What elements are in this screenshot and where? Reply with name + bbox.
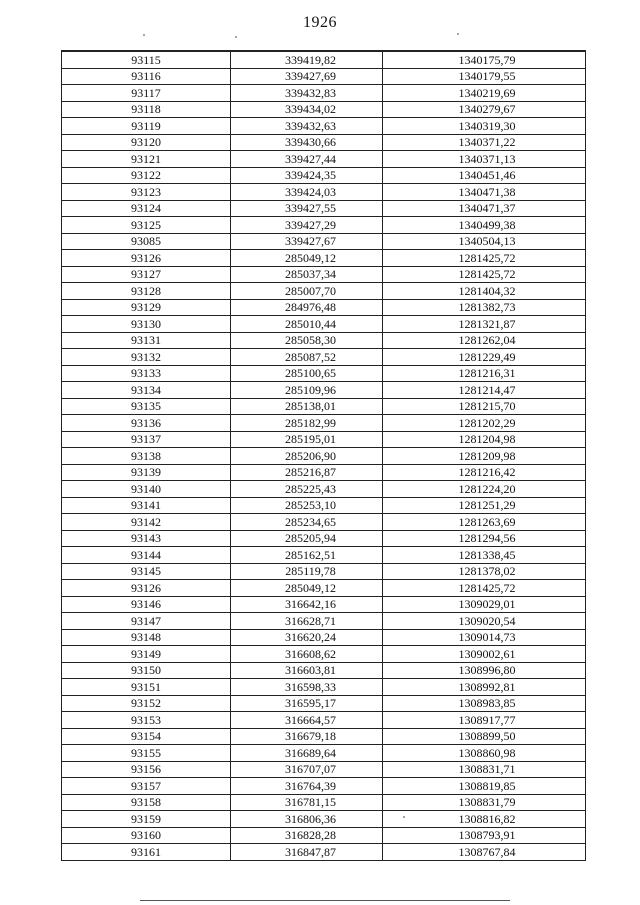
point-id-cell: 93126 xyxy=(62,580,231,597)
x-coordinate-cell: 285225,43 xyxy=(231,481,383,498)
x-coordinate-cell: 316595,17 xyxy=(231,695,383,712)
table-row xyxy=(62,250,586,267)
point-id-cell: 93131 xyxy=(62,332,231,349)
y-coordinate-cell: 1281204,98 xyxy=(383,431,586,448)
x-coordinate-cell: 316806,36 xyxy=(231,811,383,828)
table-row xyxy=(62,563,586,580)
x-coordinate-cell: 339424,03 xyxy=(231,184,383,201)
point-id-cell: 93085 xyxy=(62,233,231,250)
y-coordinate-cell: 1308793,91 xyxy=(383,827,586,844)
point-id-cell: 93133 xyxy=(62,365,231,382)
y-coordinate-cell: 1308819,85 xyxy=(383,778,586,795)
table-row xyxy=(62,728,586,745)
x-coordinate-cell: 339434,02 xyxy=(231,101,383,118)
x-coordinate-cell: 339427,55 xyxy=(231,200,383,217)
table-row xyxy=(62,695,586,712)
y-coordinate-cell: 1340319,30 xyxy=(383,118,586,135)
x-coordinate-cell: 316689,64 xyxy=(231,745,383,762)
y-coordinate-cell: 1340219,69 xyxy=(383,85,586,102)
table-row xyxy=(62,167,586,184)
point-id-cell: 93145 xyxy=(62,563,231,580)
x-coordinate-cell: 316628,71 xyxy=(231,613,383,630)
point-id-cell: 93137 xyxy=(62,431,231,448)
y-coordinate-cell: 1281425,72 xyxy=(383,250,586,267)
table-row xyxy=(62,68,586,85)
table-row xyxy=(62,233,586,250)
point-id-cell: 93149 xyxy=(62,646,231,663)
y-coordinate-cell: 1281382,73 xyxy=(383,299,586,316)
x-coordinate-cell: 316598,33 xyxy=(231,679,383,696)
x-coordinate-cell: 339424,35 xyxy=(231,167,383,184)
point-id-cell: 93148 xyxy=(62,629,231,646)
table-row xyxy=(62,266,586,283)
coordinates-table-body xyxy=(62,51,586,860)
table-row xyxy=(62,283,586,300)
point-id-cell: 93157 xyxy=(62,778,231,795)
y-coordinate-cell: 1281224,20 xyxy=(383,481,586,498)
x-coordinate-cell: 285007,70 xyxy=(231,283,383,300)
scan-speck xyxy=(235,36,237,38)
y-coordinate-cell: 1308831,79 xyxy=(383,794,586,811)
scan-speck xyxy=(457,33,459,35)
y-coordinate-cell: 1340471,37 xyxy=(383,200,586,217)
table-row xyxy=(62,844,586,861)
y-coordinate-cell: 1281404,32 xyxy=(383,283,586,300)
table-row xyxy=(62,101,586,118)
table-row xyxy=(62,629,586,646)
y-coordinate-cell: 1309029,01 xyxy=(383,596,586,613)
table-row xyxy=(62,530,586,547)
x-coordinate-cell: 285162,51 xyxy=(231,547,383,564)
point-id-cell: 93152 xyxy=(62,695,231,712)
y-coordinate-cell: 1340175,79 xyxy=(383,51,586,68)
table-row xyxy=(62,596,586,613)
table-row xyxy=(62,316,586,333)
table-row xyxy=(62,547,586,564)
point-id-cell: 93130 xyxy=(62,316,231,333)
y-coordinate-cell: 1281294,56 xyxy=(383,530,586,547)
page-number: 1926 xyxy=(303,14,337,31)
point-id-cell: 93118 xyxy=(62,101,231,118)
table-row xyxy=(62,679,586,696)
x-coordinate-cell: 285109,96 xyxy=(231,382,383,399)
point-id-cell: 93159 xyxy=(62,811,231,828)
x-coordinate-cell: 285253,10 xyxy=(231,497,383,514)
point-id-cell: 93155 xyxy=(62,745,231,762)
table-row xyxy=(62,464,586,481)
x-coordinate-cell: 339432,83 xyxy=(231,85,383,102)
x-coordinate-cell: 285216,87 xyxy=(231,464,383,481)
x-coordinate-cell: 285100,65 xyxy=(231,365,383,382)
y-coordinate-cell: 1308899,50 xyxy=(383,728,586,745)
table-row xyxy=(62,778,586,795)
point-id-cell: 93135 xyxy=(62,398,231,415)
table-row xyxy=(62,514,586,531)
point-id-cell: 93143 xyxy=(62,530,231,547)
y-coordinate-cell: 1340504,13 xyxy=(383,233,586,250)
table-row xyxy=(62,151,586,168)
y-coordinate-cell: 1340451,46 xyxy=(383,167,586,184)
point-id-cell: 93117 xyxy=(62,85,231,102)
table-row xyxy=(62,134,586,151)
y-coordinate-cell: 1281202,29 xyxy=(383,415,586,432)
y-coordinate-cell: 1281229,49 xyxy=(383,349,586,366)
y-coordinate-cell: 1340279,67 xyxy=(383,101,586,118)
point-id-cell: 93139 xyxy=(62,464,231,481)
y-coordinate-cell: 1281338,45 xyxy=(383,547,586,564)
y-coordinate-cell: 1340371,22 xyxy=(383,134,586,151)
coordinates-table xyxy=(61,50,586,861)
table-row xyxy=(62,118,586,135)
x-coordinate-cell: 339427,29 xyxy=(231,217,383,234)
table-row xyxy=(62,827,586,844)
x-coordinate-cell: 285119,78 xyxy=(231,563,383,580)
y-coordinate-cell: 1281216,31 xyxy=(383,365,586,382)
table-row xyxy=(62,365,586,382)
point-id-cell: 93132 xyxy=(62,349,231,366)
page-bottom-rule xyxy=(140,900,510,901)
point-id-cell: 93140 xyxy=(62,481,231,498)
point-id-cell: 93141 xyxy=(62,497,231,514)
y-coordinate-cell: 1308831,71 xyxy=(383,761,586,778)
x-coordinate-cell: 339427,67 xyxy=(231,233,383,250)
point-id-cell: 93134 xyxy=(62,382,231,399)
x-coordinate-cell: 285138,01 xyxy=(231,398,383,415)
x-coordinate-cell: 285010,44 xyxy=(231,316,383,333)
y-coordinate-cell: 1281209,98 xyxy=(383,448,586,465)
y-coordinate-cell: 1308992,81 xyxy=(383,679,586,696)
y-coordinate-cell: 1340471,38 xyxy=(383,184,586,201)
x-coordinate-cell: 316642,16 xyxy=(231,596,383,613)
point-id-cell: 93136 xyxy=(62,415,231,432)
point-id-cell: 93125 xyxy=(62,217,231,234)
y-coordinate-cell: 1309002,61 xyxy=(383,646,586,663)
table-row xyxy=(62,811,586,828)
x-coordinate-cell: 316707,07 xyxy=(231,761,383,778)
table-row xyxy=(62,745,586,762)
point-id-cell: 93138 xyxy=(62,448,231,465)
table-row xyxy=(62,761,586,778)
point-id-cell: 93122 xyxy=(62,167,231,184)
y-coordinate-cell: 1281378,02 xyxy=(383,563,586,580)
table-row xyxy=(62,712,586,729)
table-row xyxy=(62,415,586,432)
point-id-cell: 93123 xyxy=(62,184,231,201)
x-coordinate-cell: 285087,52 xyxy=(231,349,383,366)
x-coordinate-cell: 285049,12 xyxy=(231,580,383,597)
point-id-cell: 93142 xyxy=(62,514,231,531)
x-coordinate-cell: 285182,99 xyxy=(231,415,383,432)
point-id-cell: 93146 xyxy=(62,596,231,613)
y-coordinate-cell: 1281321,87 xyxy=(383,316,586,333)
point-id-cell: 93154 xyxy=(62,728,231,745)
x-coordinate-cell: 316664,57 xyxy=(231,712,383,729)
point-id-cell: 93161 xyxy=(62,844,231,861)
x-coordinate-cell: 339427,44 xyxy=(231,151,383,168)
x-coordinate-cell: 285195,01 xyxy=(231,431,383,448)
y-coordinate-cell: 1309020,54 xyxy=(383,613,586,630)
table-row xyxy=(62,662,586,679)
x-coordinate-cell: 316603,81 xyxy=(231,662,383,679)
point-id-cell: 93121 xyxy=(62,151,231,168)
y-coordinate-cell: 1340499,38 xyxy=(383,217,586,234)
point-id-cell: 93158 xyxy=(62,794,231,811)
x-coordinate-cell: 339427,69 xyxy=(231,68,383,85)
x-coordinate-cell: 284976,48 xyxy=(231,299,383,316)
scan-speck xyxy=(403,816,405,818)
point-id-cell: 93147 xyxy=(62,613,231,630)
x-coordinate-cell: 285234,65 xyxy=(231,514,383,531)
table-row xyxy=(62,431,586,448)
y-coordinate-cell: 1308767,84 xyxy=(383,844,586,861)
x-coordinate-cell: 285058,30 xyxy=(231,332,383,349)
point-id-cell: 93153 xyxy=(62,712,231,729)
table-row xyxy=(62,200,586,217)
x-coordinate-cell: 316847,87 xyxy=(231,844,383,861)
table-row xyxy=(62,794,586,811)
x-coordinate-cell: 316620,24 xyxy=(231,629,383,646)
y-coordinate-cell: 1308860,98 xyxy=(383,745,586,762)
table-row xyxy=(62,85,586,102)
y-coordinate-cell: 1281263,69 xyxy=(383,514,586,531)
point-id-cell: 93151 xyxy=(62,679,231,696)
point-id-cell: 93119 xyxy=(62,118,231,135)
x-coordinate-cell: 285205,94 xyxy=(231,530,383,547)
table-row xyxy=(62,382,586,399)
point-id-cell: 93156 xyxy=(62,761,231,778)
point-id-cell: 93116 xyxy=(62,68,231,85)
y-coordinate-cell: 1308996,80 xyxy=(383,662,586,679)
x-coordinate-cell: 339419,82 xyxy=(231,51,383,68)
table-row xyxy=(62,613,586,630)
point-id-cell: 93129 xyxy=(62,299,231,316)
point-id-cell: 93128 xyxy=(62,283,231,300)
x-coordinate-cell: 316679,18 xyxy=(231,728,383,745)
x-coordinate-cell: 316764,39 xyxy=(231,778,383,795)
table-row xyxy=(62,299,586,316)
x-coordinate-cell: 316828,28 xyxy=(231,827,383,844)
y-coordinate-cell: 1281425,72 xyxy=(383,266,586,283)
table-row xyxy=(62,349,586,366)
x-coordinate-cell: 316608,62 xyxy=(231,646,383,663)
y-coordinate-cell: 1281425,72 xyxy=(383,580,586,597)
y-coordinate-cell: 1281262,04 xyxy=(383,332,586,349)
x-coordinate-cell: 285206,90 xyxy=(231,448,383,465)
x-coordinate-cell: 316781,15 xyxy=(231,794,383,811)
point-id-cell: 93115 xyxy=(62,51,231,68)
table-row xyxy=(62,332,586,349)
table-row xyxy=(62,646,586,663)
y-coordinate-cell: 1281251,29 xyxy=(383,497,586,514)
table-row xyxy=(62,217,586,234)
table-row xyxy=(62,497,586,514)
table-row xyxy=(62,448,586,465)
table-row xyxy=(62,51,586,68)
x-coordinate-cell: 339432,63 xyxy=(231,118,383,135)
y-coordinate-cell: 1308983,85 xyxy=(383,695,586,712)
table-row xyxy=(62,481,586,498)
x-coordinate-cell: 339430,66 xyxy=(231,134,383,151)
table-row xyxy=(62,580,586,597)
y-coordinate-cell: 1308917,77 xyxy=(383,712,586,729)
point-id-cell: 93126 xyxy=(62,250,231,267)
x-coordinate-cell: 285037,34 xyxy=(231,266,383,283)
point-id-cell: 93124 xyxy=(62,200,231,217)
point-id-cell: 93160 xyxy=(62,827,231,844)
y-coordinate-cell: 1281214,47 xyxy=(383,382,586,399)
y-coordinate-cell: 1281216,42 xyxy=(383,464,586,481)
y-coordinate-cell: 1308816,82 xyxy=(383,811,586,828)
point-id-cell: 93127 xyxy=(62,266,231,283)
scan-speck xyxy=(143,34,145,36)
table-row xyxy=(62,184,586,201)
table-row xyxy=(62,398,586,415)
y-coordinate-cell: 1309014,73 xyxy=(383,629,586,646)
y-coordinate-cell: 1340179,55 xyxy=(383,68,586,85)
point-id-cell: 93150 xyxy=(62,662,231,679)
point-id-cell: 93144 xyxy=(62,547,231,564)
y-coordinate-cell: 1281215,70 xyxy=(383,398,586,415)
y-coordinate-cell: 1340371,13 xyxy=(383,151,586,168)
x-coordinate-cell: 285049,12 xyxy=(231,250,383,267)
point-id-cell: 93120 xyxy=(62,134,231,151)
